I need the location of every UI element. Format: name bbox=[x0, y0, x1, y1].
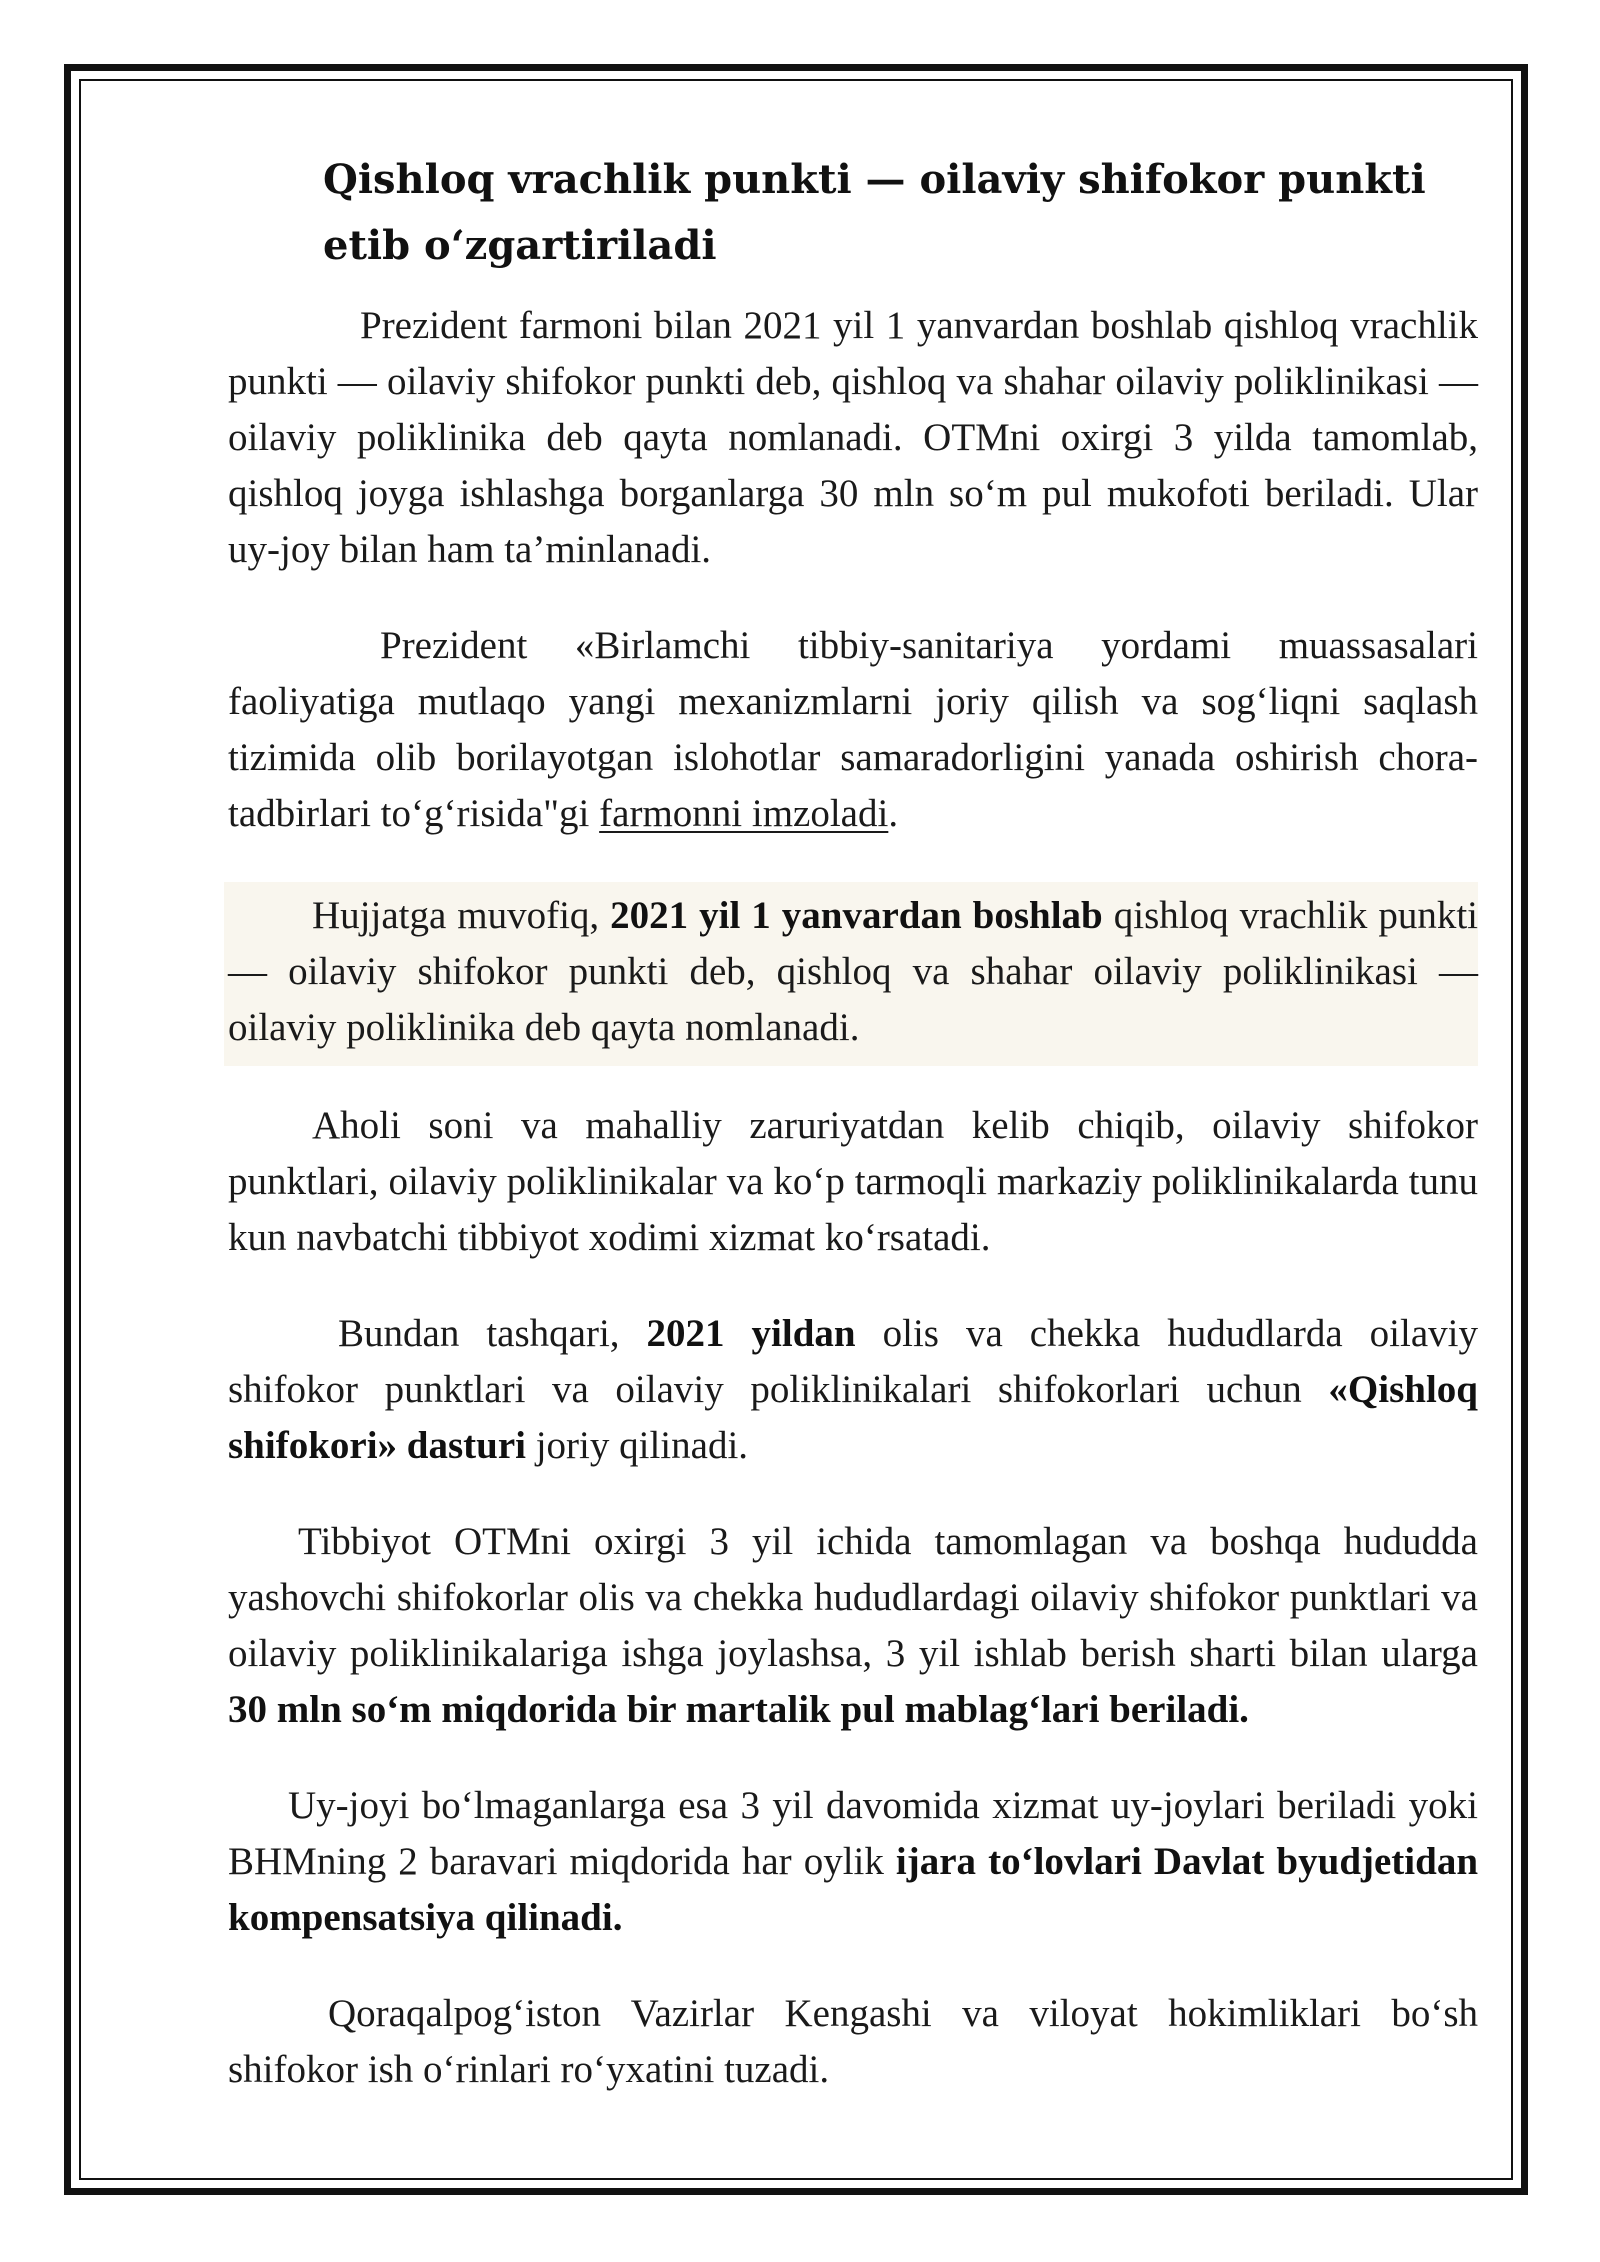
paragraph-8-text: Qoraqalpog‘iston Vazirlar Kengashi va viloyat hokimliklari bo‘sh shifokor ish o‘rinlari ro‘yxatini tuzadi. bbox=[228, 1992, 1478, 2091]
decree-link[interactable]: farmonni imzoladi bbox=[599, 792, 889, 835]
paragraph-5 bbox=[228, 1306, 1478, 1474]
title-line-2: etib o‘zgartiriladi bbox=[323, 222, 717, 269]
paragraph-6-text: Tibbiyot OTMni oxirgi 3 yil ichida tamomlagan va boshqa hududda yashovchi shifokorlar olis va chekka hududlardagi oilaviy shifokor punktlari va oilaviy poliklinikalariga ishga joylashsa, 3 yil ishlab berish sharti bilan ularga bbox=[228, 1520, 1478, 1675]
paragraph-6 bbox=[228, 1514, 1478, 1738]
article-title bbox=[323, 147, 1453, 279]
paragraph-1-text: Prezident farmoni bilan 2021 yil 1 yanvardan boshlab qishloq vrachlik punkti — oilaviy shifokor punkti deb, qishloq va shahar oilaviy poliklinikasi — oilaviy poliklinika deb qayta nomlanadi. OTMni oxirgi 3 yilda tamomlab, qishloq joyga ishlashga borganlarga 30 mln so‘m pul mukofoti beriladi. Ular uy-joy bilan ham ta’minlanadi. bbox=[228, 304, 1478, 571]
paragraph-2-end: . bbox=[888, 792, 899, 835]
paragraph-3 bbox=[224, 882, 1478, 1066]
paragraph-1 bbox=[228, 298, 1478, 578]
paragraph-7-text: Uy-joyi bo‘lmaganlarga esa 3 yil davomida xizmat uy-joylari beriladi yoki BHMning 2 baravari miqdorida har oylik bbox=[228, 1784, 1478, 1883]
paragraph-5-text-end: joriy qilinadi. bbox=[525, 1424, 749, 1467]
title-line-1: Qishloq vrachlik punkti — oilaviy shifokor punkti bbox=[323, 156, 1426, 203]
paragraph-2 bbox=[228, 618, 1478, 842]
article-body bbox=[228, 298, 1478, 2098]
paragraph-5-text: Bundan tashqari, bbox=[338, 1312, 647, 1355]
paragraph-7 bbox=[228, 1778, 1478, 1946]
paragraph-5-bold-program: «Qishloq shifokori» dasturi bbox=[228, 1368, 1478, 1467]
paragraph-4 bbox=[228, 1098, 1478, 1266]
paragraph-5-bold-year: 2021 yildan bbox=[646, 1312, 856, 1355]
paragraph-4-text: Aholi soni va mahalliy zaruriyatdan kelib chiqib, oilaviy shifokor punktlari, oilaviy poliklinikalar va ko‘p tarmoqli markaziy poliklinikalarda tunu kun navbatchi tibbiyot xodimi xizmat ko‘rsatadi. bbox=[228, 1104, 1478, 1259]
paragraph-3-bold: 2021 yil 1 yanvardan boshlab bbox=[610, 894, 1103, 937]
paragraph-3-text-end: qishloq vrachlik punkti — oilaviy shifokor punkti deb, qishloq va shahar oilaviy poliklinikasi — oilaviy poliklinika deb qayta nomlanadi. bbox=[228, 894, 1478, 1049]
paragraph-3-text: Hujjatga muvofiq, bbox=[312, 894, 611, 937]
paragraph-7-bold: ijara to‘lovlari Davlat byudjetidan kompensatsiya qilinadi. bbox=[228, 1840, 1479, 1939]
paragraph-8 bbox=[228, 1986, 1478, 2098]
paragraph-2-text: Prezident «Birlamchi tibbiy-sanitariya yordami muassasalari faoliyatiga mutlaqo yangi mexanizmlarni joriy qilish va sog‘liqni saqlash tizimida olib borilayotgan islohotlar samaradorligini yanada oshirish chora-tadbirlari to‘g‘risida"gi bbox=[228, 624, 1478, 835]
paragraph-6-bold: 30 mln so‘m miqdorida bir martalik pul mablag‘lari beriladi. bbox=[228, 1688, 1249, 1731]
paragraph-5-text-mid: olis va chekka hududlarda oilaviy shifokor punktlari va oilaviy poliklinikalari shifokorlari uchun bbox=[228, 1312, 1478, 1411]
